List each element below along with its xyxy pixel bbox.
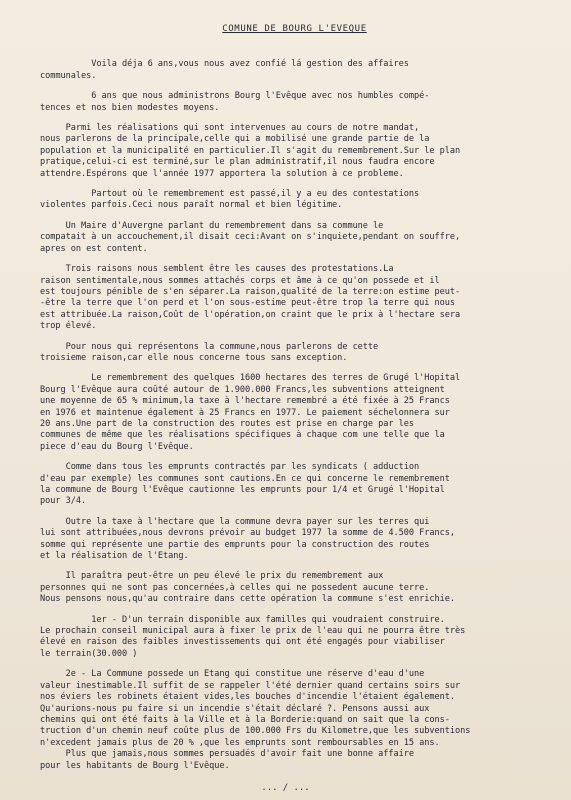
- paragraph-troisieme-raison: Pour nous qui représentons la commune,nous parlerons de cette troisieme raison,car elle nous concerne tous sans exception.: [40, 341, 379, 363]
- paragraph-etang: 2e - La Commune possede un Etang qui constitue une réserve d'eau d'une valeur inestimable.Il suffit de se rappeler l'été dernier quand certains soirs sur nos éviers les robinets étaient vides,les bouches d'incendie l'étaient également. Qu'aurions-nous pu faire si un incendie s'était déclaré ?. Pensons aussi aux chemins qui ont été faits à la Ville et à la Borderie:quand on sait que la cons- truction d'un chemin neuf coûte plus de 100.000 Frs du Kilometre,que les subventions n'excedent jamais plus de 20 % ,que les emprunts sont remboursables en 15 ans. Plus que jamais,nous sommes persuadés d'avoir fait une bonne affaire pour les habitants de Bourg l'Evêque.: [40, 669, 471, 771]
- paragraph-intro: Voila déja 6 ans,vous nous avez confié lá gestion des affaires communales.: [40, 59, 409, 81]
- paragraph-emprunts: Comme dans tous les emprunts contractés par les syndicats ( adduction d'eau par exemple) les communes sont cautions.En ce qui concerne le remembrement la commune de Bourg l'Evêque cautionne les emprunts pour 1/4 et Grugé l'Hopital pour 3/4.: [40, 462, 450, 507]
- paragraph-cout-remembrement: Le remembrement des quelques 1600 hectares des terres de Grugé l'Hopital Bourg l'Evêque aura coûté autour de 1.900.000 Francs,les subventions atteignent une moyenne de 65 % minimum,la taxe à l'hectare remembré a été fixée à 25 Francs en 1976 et maintenue également à 25 Francs en 1977. Le paiement séchelonnera sur 20 ans.Une part de la construction des routes est prise en charge par les communes de même que les réalisations spécifiques à chaque com une telle que la piece d'eau du Bourg l'Evêque.: [40, 373, 461, 452]
- continuation-marker: ... / ...: [261, 782, 310, 793]
- paragraph-maire-auvergne: Un Maire d'Auvergne parlant du remembrement dans sa commune le compatait à un accouchement,il disait ceci:Avant on s'inquiete,pendant on souffre, apres on est content.: [40, 220, 461, 254]
- paragraph-contestations: Partout où le remembrement est passé,il y a eu des contestations violentes parfois.Ceci nous paraît normal et bien légitime.: [40, 189, 420, 211]
- document-title: COMUNE DE BOURG L'EVEQUE: [222, 24, 367, 34]
- paragraph-trois-raisons: Trois raisons nous semblent être les causes des protestations.La raison sentimentale,nous sommes attachés corps et âme à ce qu'on possede et il est toujours pénible de s'en séparer.La raison,qualité de la terre:on estime peut- -être la terre que l'on perd et l'on sous-estime peut-être trop la terre qui nous est attribuée.La raison,Coût de l'opération,on craint que le prix à l'hectare sera trop élevé.: [40, 264, 461, 332]
- paragraph-six-years: 6 ans que nous administrons Bourg l'Evêque avec nos humbles compé- tences et nos bien modestes moyens.: [40, 91, 430, 113]
- paragraph-prix-remembrement: Il paraîtra peut-être un peu élevé le prix du remembrement aux personnes qui ne sont pas concernées,à celles qui ne possedent aucune terre. Nous pensons nous,qu'au contraire dans cette opération la commune s'est enrichie.: [40, 571, 456, 605]
- paragraph-terrain: 1er - D'un terrain disponible aux familles qui voudraient construire. Le prochain conseil municipal aura à fixer le prix de l'eau qui ne pourra être très élevé en raison des faibles investissements qui ont été engagés pour viabiliser le terrain(30.000 ): [40, 614, 466, 659]
- paragraph-realisations: Parmi les réalisations qui sont intervenues au cours de notre mandat, nous parlerons de la principale,celle qui a mobilisé une grande partie de la population et la municipalité en particulier.Il s'agit du remembrement.Sur le plan pratique,celui-ci est terminé,sur le plan administratif,il nous faudra encore attendre.Espérons que l'année 1977 apportera la solution à ce probleme.: [40, 123, 461, 179]
- paragraph-taxe-hectare: Outre la taxe à l'hectare que la commune devra payer sur les terres qui lui sont attribuées,nous devrons prévoir au budget 1977 la somme de 4.500 Francs, somme qui représente une partie des emprunts pour la construction des routes et la réalisation de l'Etang.: [40, 516, 456, 562]
